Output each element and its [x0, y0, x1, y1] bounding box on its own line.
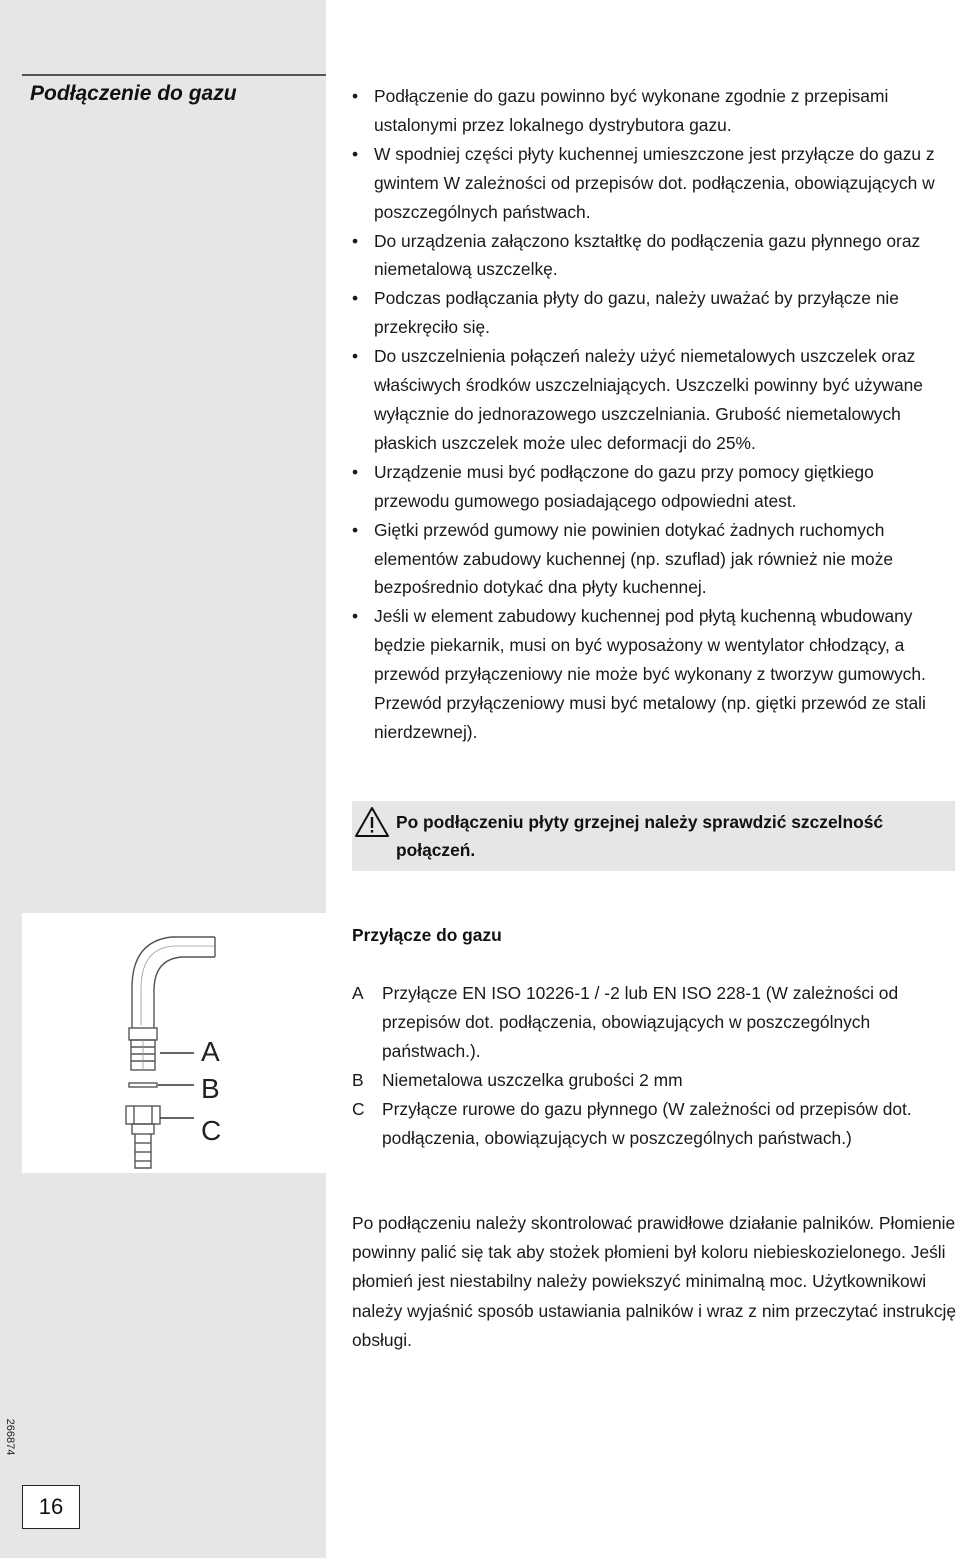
gas-connector-drawing: [22, 913, 326, 1173]
instruction-item: • W spodniej części płyty kuchennej umieszczone jest przyłącze do gazu z gwintem W zależności od przepisów dot. podłączenia, obowiązujących w poszczególnych państwach.: [352, 140, 952, 227]
part-description: Niemetalowa uszczelka grubości 2 mm: [382, 1069, 683, 1090]
part-description: Przyłącze rurowe do gazu płynnego (W zależności od przepisów dot. podłączenia, obowiązujących w poszczególnych państwach.): [382, 1098, 912, 1148]
closing-paragraph: Po podłączeniu należy skontrolować prawidłowe działanie palników. Płomienie powinny palić się tak aby stożek płomieni był koloru niebieskozielonego. Jeśli płomień jest niestabilny należy powiekszyć minimalną moc. Użytkownikowi należy wyjaśnić sposób ustawiania palników i wraz z nim przeczytać instrukcję obsługi.: [352, 1213, 957, 1350]
document-code: 266874: [4, 1418, 16, 1456]
instruction-item: • Do uszczelnienia połączeń należy użyć niemetalowych uszczelek oraz właściwych środków uszczelniających. Uszczelki powinny być używane wyłącznie do jednorazowego uszczelniania. Grubość niemetalowych płaskich uszczelek może ulec deformacji do 25%.: [352, 342, 952, 458]
page-number: 16: [22, 1485, 80, 1529]
section-divider: [22, 74, 326, 76]
instruction-item: • Jeśli w element zabudowy kuchennej pod płytą kuchenną wbudowany będzie piekarnik, musi on być wyposażony w wentylator chłodzący, a przewód przyłączeniowy nie może być wykonany z tworzyw gumowych. Przewód przyłączeniowy musi być metalowy (np. giętki przewód ze stali nierdzewnej).: [352, 602, 952, 747]
part-letter: B: [352, 1069, 364, 1090]
figure-label-a: A: [201, 1036, 220, 1067]
warning-box: [352, 801, 955, 871]
instruction-item: • Giętki przewód gumowy nie powinien dotykać żadnych ruchomych elementów zabudowy kuchennej (np. szuflad) jak również nie może bezpośrednio dotykać dna płyty kuchennej.: [352, 516, 952, 603]
instruction-item: • Urządzenie musi być podłączone do gazu przy pomocy giętkiego przewodu gumowego posiadającego odpowiedni atest.: [352, 458, 952, 516]
figure-label-b: B: [201, 1073, 220, 1104]
left-sidebar: [0, 0, 326, 1558]
part-letter: A: [352, 983, 364, 1003]
connector-title: Przyłącze do gazu: [352, 925, 502, 945]
instruction-item: • Podczas podłączania płyty do gazu, należy uważać by przyłącze nie przekręciło się.: [352, 284, 952, 342]
part-item: [352, 979, 952, 1066]
part-item: [352, 1066, 952, 1095]
instruction-item: • Podłączenie do gazu powinno być wykonane zgodnie z przepisami ustalonymi przez lokalnego dystrybutora gazu.: [352, 82, 952, 140]
gas-connector-figure: [22, 913, 326, 1173]
instruction-list: [352, 82, 952, 747]
part-item: [352, 1095, 952, 1153]
part-description: Przyłącze EN ISO 10226-1 / -2 lub EN ISO 228-1 (W zależności od przepisów dot. podłączenia, obowiązujących w poszczególnych państwach.).: [382, 983, 899, 1061]
section-title: Podłączenie do gazu: [30, 82, 237, 105]
part-letter: C: [352, 1098, 365, 1119]
figure-label-c: C: [201, 1115, 222, 1146]
instruction-item: • Do urządzenia załączono kształtkę do podłączenia gazu płynnego oraz niemetalową uszczelkę.: [352, 227, 952, 285]
parts-list: [352, 979, 952, 1152]
warning-triangle-icon: [354, 806, 390, 838]
warning-text: Po podłączeniu płyty grzejnej należy sprawdzić szczelność połączeń.: [396, 812, 884, 860]
